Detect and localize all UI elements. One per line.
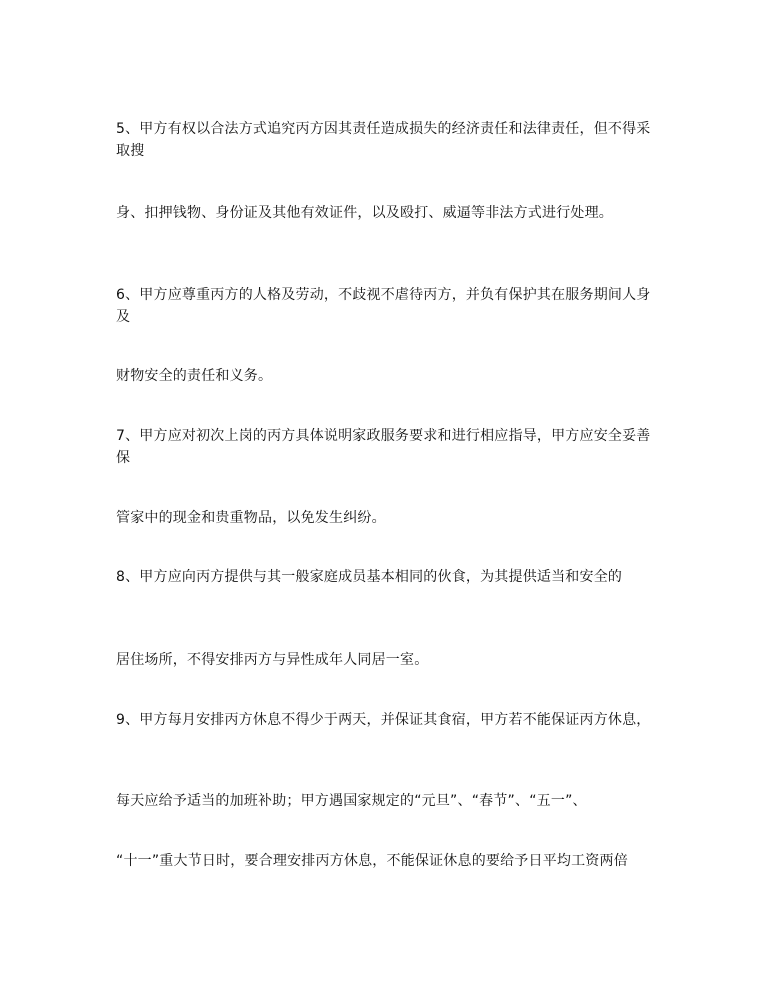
paragraph-9-part-2: 每天应给予适当的加班补助；甲方遇国家规定的“元旦”、“春节”、“五一”、 bbox=[116, 793, 587, 809]
paragraph-9-part-3: “十一”重大节日时，要合理安排丙方休息，不能保证休息的要给予日平均工资两倍 bbox=[116, 853, 628, 869]
paragraph-6-part-2: 财物安全的责任和义务。 bbox=[116, 368, 273, 384]
paragraph-8-part-2: 居住场所，不得安排丙方与异性成年人同居一室。 bbox=[116, 652, 429, 668]
paragraph-7-part-1: 7、甲方应对初次上岗的丙方具体说明家政服务要求和进行相应指导，甲方应安全妥善保 bbox=[116, 428, 651, 466]
paragraph-6-part-1: 6、甲方应尊重丙方的人格及劳动，不歧视不虐待丙方，并负有保护其在服务期间人身及 bbox=[116, 287, 651, 325]
paragraph-5-part-2: 身、扣押钱物、身份证及其他有效证件，以及殴打、威逼等非法方式进行处理。 bbox=[116, 205, 613, 221]
paragraph-9-part-1: 9、甲方每月安排丙方休息不得少于两天，并保证其食宿，甲方若不能保证丙方休息， bbox=[116, 712, 651, 728]
paragraph-5-part-1: 5、甲方有权以合法方式追究丙方因其责任造成损失的经济责任和法律责任，但不得采取搜 bbox=[116, 121, 651, 159]
paragraph-8-part-1: 8、甲方应向丙方提供与其一般家庭成员基本相同的伙食，为其提供适当和安全的 bbox=[116, 569, 623, 585]
paragraph-7-part-2: 管家中的现金和贵重物品，以免发生纠纷。 bbox=[116, 510, 386, 526]
